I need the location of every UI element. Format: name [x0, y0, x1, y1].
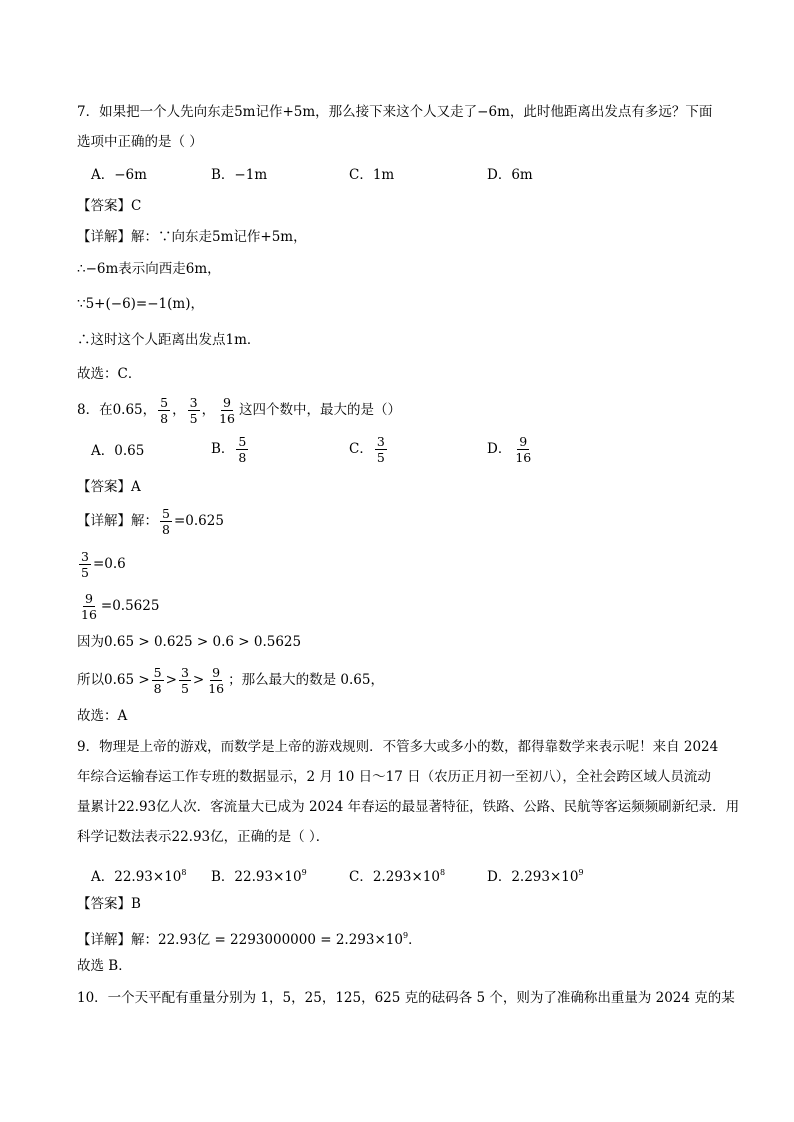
- q7-option-c: C．1m: [349, 167, 395, 183]
- q7-choice: 故选：C．: [77, 366, 142, 382]
- q8-option-b: B． $\frac{5}{8}$: [211, 434, 247, 465]
- q9-option-b: B．$22.93\times 10^9$: [211, 868, 307, 885]
- q9-detail: 【详解】解：22.93亿 = $2293000000 = 2.293\times 10^9$．: [77, 931, 422, 948]
- q9-option-a: A．$22.93\times 10^8$: [91, 868, 187, 885]
- q8-fraction-9-16: $\frac{9}{16}$: [219, 395, 235, 426]
- q8-option-a: A．0.65: [91, 443, 145, 459]
- q8-option-c: C． $\frac{3}{5}$: [349, 434, 385, 465]
- q8-fraction-3-5: $\frac{3}{5}$: [189, 395, 198, 426]
- q7-option-b: B．−1m: [211, 167, 268, 183]
- q9-option-d: D．$2.293\times 10^9$: [487, 868, 584, 885]
- q7-stem-line2: 选项中正确的是（ ）: [77, 134, 203, 150]
- q7-option-d: D．6m: [487, 167, 533, 183]
- q7-detail-3: ∵5+(−6)=−1(m)，: [77, 296, 204, 312]
- q9-answer: 【答案】B: [77, 896, 141, 912]
- q9-line-2: 年综合运输春运工作专班的数据显示，2 月 10 日～17 日（农历正月初一至初八），全社会跨区域人员流动: [77, 769, 711, 785]
- q8-answer: 【答案】A: [77, 479, 141, 495]
- q8-detail-1: 【详解】解： $\frac{5}{8}$ =0.625: [77, 506, 224, 537]
- q8-stem: 8．在0.65， $\frac{5}{8}$ ， $\frac{3}{5}$ ， $\frac{9}{16}$ 这四个数中，最大的是（）: [77, 395, 401, 426]
- q7-stem-line1: 7．如果把一个人先向东走5m记作+5m，那么接下来这个人又走了−6m，此时他距离出发点有多远？下面: [77, 104, 713, 120]
- q7-detail-4: ∴这时这个人距离出发点1m．: [77, 332, 261, 348]
- q9-choice: 故选 B．: [77, 958, 132, 974]
- q7-option-a: A．−6m: [91, 167, 147, 183]
- q9-line-4: 科学记数法表示22.93亿，正确的是（ ）．: [77, 829, 330, 845]
- q7-detail-2: ∴−6m表示向西走6m，: [77, 261, 221, 277]
- q8-choice: 故选：A: [77, 708, 128, 724]
- q9-line-3: 量累计22.93亿人次．客流量大已成为 2024 年春运的最显著特征，铁路、公路、民航等客运频频刷新纪录．用: [77, 799, 740, 815]
- q8-because: 因为0.65 > 0.625 > 0.6 > 0.5625: [77, 634, 302, 650]
- q7-detail-1: 【详解】解：∵向东走5m记作+5m，: [77, 229, 307, 245]
- q8-so: 所以0.65 > $\frac{5}{8}$ > $\frac{3}{5}$ > $\frac{9}{16}$ ；那么最大的数是 0.65，: [77, 665, 384, 696]
- q9-line-1: 9．物理是上帝的游戏，而数学是上帝的游戏规则．不管多大或多小的数，都得靠数学来表示呢！来自 2024: [77, 739, 719, 755]
- q10-line-1: 10．一个天平配有重量分别为 1，5，25，125，625 克的砝码各 5 个，则为了准确称出重量为 2024 克的某: [77, 990, 735, 1006]
- q9-option-c: C．$2.293\times 10^8$: [349, 868, 446, 885]
- q8-fraction-5-8: $\frac{5}{8}$: [160, 395, 169, 426]
- q8-stem-suffix: 这四个数中，最大的是（）: [238, 402, 401, 418]
- q8-stem-prefix: 8．在0.65，: [77, 402, 157, 418]
- q8-option-d: D． $\frac{9}{16}$: [487, 434, 532, 465]
- q8-detail-2: $\frac{3}{5}$ =0.6: [81, 549, 126, 580]
- q8-detail-3: $\frac{9}{16}$ =0.5625: [81, 591, 160, 622]
- q7-answer: 【答案】C: [77, 198, 142, 214]
